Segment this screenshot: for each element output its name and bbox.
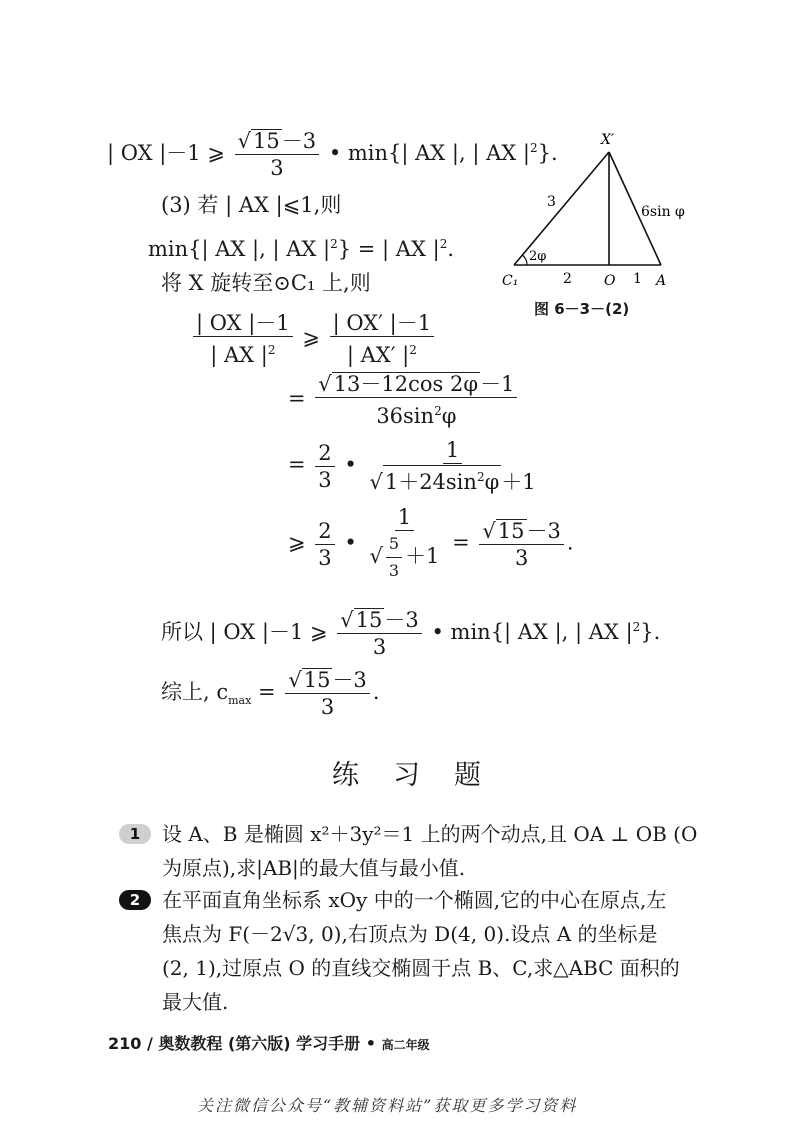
eq5-left-den: | AX | xyxy=(210,343,268,367)
eq6-den-end: φ xyxy=(441,404,457,428)
eq1-num-rest: －3 xyxy=(281,129,317,153)
eq3-sup2: 2 xyxy=(439,237,448,251)
problem-2-badge: 2 xyxy=(119,890,151,910)
figure-label-origin: O xyxy=(604,273,616,289)
eq7-dot: • xyxy=(344,452,357,477)
eq-line-4: 将 X 旋转至⊙C₁ 上,则 xyxy=(161,271,371,295)
problem-1-badge: 1 xyxy=(119,824,151,844)
eq10-radicand: 15 xyxy=(303,668,331,692)
eq7-b-radicand-end: φ xyxy=(484,470,500,494)
eq5-right-num: | OX′ |－1 xyxy=(330,311,434,337)
eq8-end: . xyxy=(566,530,574,555)
eq6-radicand: 13－12cos 2φ xyxy=(333,372,479,396)
eq-line-8 xyxy=(288,505,574,583)
eq7-fraction-b: $\frac{1}{√1+24\sin^2\varphi+1}$ xyxy=(369,438,536,494)
problem-2-line-3: (2, 1),过原点 O 的直线交椭圆于点 B、C,求△ABC 面积的 xyxy=(162,956,680,980)
eq8-inner-fraction xyxy=(386,532,402,583)
eq-line-10 xyxy=(161,668,380,719)
grade-label: 高二年级 xyxy=(381,1038,430,1052)
eq-line-6 xyxy=(288,372,520,428)
figure-label-side-left: 3 xyxy=(547,194,556,210)
eq10-lhs-sub: max xyxy=(228,694,252,708)
eq1-fraction: $\frac{√15-3}{3}$ xyxy=(235,129,320,180)
figure-label-right: A xyxy=(656,273,667,289)
figure-label-side-right: 6sin φ xyxy=(641,204,685,220)
problem-2-line-2: 焦点为 F(－2√3, 0),右顶点为 D(4, 0).设点 A 的坐标是 xyxy=(162,922,658,946)
eq8-a-den: 3 xyxy=(318,545,332,570)
eq5-left-num: | OX |－1 xyxy=(193,311,293,337)
eq6-den: 36sin xyxy=(376,404,435,428)
figure-label-left: C₁ xyxy=(502,273,519,289)
eq5-right-fraction xyxy=(330,311,434,367)
eq1-lhs: | OX |－1 ⩾ xyxy=(107,141,225,165)
eq-line-3 xyxy=(148,230,454,263)
eq10-den: 3 xyxy=(320,695,335,719)
eq5-left-den-sup: 2 xyxy=(267,343,276,357)
eq7-b-rest: ＋1 xyxy=(501,470,536,494)
eq3-mid: } = | AX | xyxy=(337,237,440,261)
eq7-b-num: 1 xyxy=(443,438,462,464)
footer-separator: / xyxy=(146,1034,153,1053)
page-footer xyxy=(108,1031,430,1054)
problem-1-line-2: 为原点),求|AB|的最大值与最小值. xyxy=(162,856,466,880)
section-title: 练习题 xyxy=(332,760,515,791)
eq-line-9 xyxy=(161,608,660,659)
figure-caption: 图 6－3－(2) xyxy=(534,300,630,318)
eq9-radicand: 15 xyxy=(355,608,383,632)
eq7-b-radicand-sup: 2 xyxy=(476,470,485,484)
eq1-den: 3 xyxy=(270,156,284,180)
eq6-eq: = xyxy=(288,386,306,411)
eq10-fraction: $\frac{√15-3}{3}$ xyxy=(285,668,370,719)
eq-line-5 xyxy=(190,311,437,367)
eq8-inner-num: 5 xyxy=(386,532,402,558)
eq1-rhs-end: }. xyxy=(537,141,558,165)
eq8-c-radicand: 15 xyxy=(497,518,525,543)
eq1-radicand: 15 xyxy=(253,129,280,153)
eq3-text: min{| AX |, | AX | xyxy=(148,237,331,261)
eq9-rhs-end: }. xyxy=(640,620,661,644)
book-title: 奥数教程 (第六版) 学习手册 xyxy=(158,1034,361,1053)
eq10-eq: = xyxy=(258,680,276,704)
eq6-den-sup: 2 xyxy=(434,404,442,418)
page-number: 210 xyxy=(108,1034,142,1053)
figure-label-angle: 2φ xyxy=(529,249,547,264)
problem-1-line-1: 设 A、B 是椭圆 x²＋3y²＝1 上的两个动点,且 OA ⊥ OB (O xyxy=(162,822,698,846)
eq7-a-num: 2 xyxy=(315,441,334,467)
eq6-fraction: $\frac{√13-12\cos 2\varphi-1}{36\sin^2\varphi}$ xyxy=(315,372,517,428)
watermark-text: 关注微信公众号“教辅资料站”获取更多学习资料 xyxy=(197,1096,578,1115)
footer-dot: • xyxy=(365,1034,376,1053)
eq8-fraction-a xyxy=(315,519,334,570)
eq8-a-num: 2 xyxy=(315,519,334,545)
eq8-rel: ⩾ xyxy=(288,530,306,555)
eq8-fraction-b: 1 √ $\frac{5}{3}$ ＋1 xyxy=(366,505,442,583)
eq10-end: . xyxy=(372,680,380,704)
eq8-b-num: 1 xyxy=(395,505,414,531)
eq9-num-rest: －3 xyxy=(384,608,419,632)
eq10-lhs: 综上, c xyxy=(161,680,229,704)
eq-line-7 xyxy=(288,438,542,494)
eq8-fraction-c: $\frac{√15-3}{3}$ xyxy=(479,519,564,570)
eq8-b-rest: ＋1 xyxy=(405,544,440,568)
eq7-fraction-a xyxy=(315,441,334,492)
figure-label-top: X′ xyxy=(601,132,615,148)
eq6-num-rest: －1 xyxy=(480,372,515,396)
eq5-right-den-sup: 2 xyxy=(409,343,417,357)
eq5-left-fraction xyxy=(193,311,293,367)
eq8-dot: • xyxy=(344,530,357,555)
eq9-rhs-sup: 2 xyxy=(632,620,641,634)
eq7-a-den: 3 xyxy=(318,467,332,492)
eq8-inner-den: 3 xyxy=(388,561,400,580)
eq7-eq: = xyxy=(288,452,306,477)
eq5-right-den: | AX′ | xyxy=(346,343,410,367)
figure-label-seg-left: 2 xyxy=(563,271,572,287)
eq8-c-rest: －3 xyxy=(526,518,561,543)
eq3-end: . xyxy=(447,237,455,261)
eq7-b-radicand: 1＋24sin xyxy=(384,470,477,494)
eq9-den: 3 xyxy=(372,635,387,659)
eq10-num-rest: －3 xyxy=(332,668,367,692)
figure-angle-arc xyxy=(522,255,527,265)
eq9-fraction: $\frac{√15-3}{3}$ xyxy=(337,608,422,659)
eq8-eq: = xyxy=(452,530,470,555)
eq3-sup: 2 xyxy=(330,237,338,251)
eq5-rel: ⩾ xyxy=(302,325,320,350)
problem-2-line-4: 最大值. xyxy=(162,990,229,1014)
triangle-figure xyxy=(490,128,700,298)
eq1-rhs: • min{| AX |, | AX | xyxy=(328,141,530,165)
eq9-rhs: • min{| AX |, | AX | xyxy=(431,620,633,644)
problem-2-line-1: 在平面直角坐标系 xOy 中的一个椭圆,它的中心在原点,左 xyxy=(162,888,667,912)
eq9-lhs: 所以 | OX |－1 ⩾ xyxy=(161,620,328,644)
eq1-rhs-sup: 2 xyxy=(529,141,538,155)
eq-line-2: (3) 若 | AX |⩽1,则 xyxy=(161,193,342,217)
figure-label-seg-right: 1 xyxy=(633,271,642,287)
eq8-c-den: 3 xyxy=(514,545,529,570)
